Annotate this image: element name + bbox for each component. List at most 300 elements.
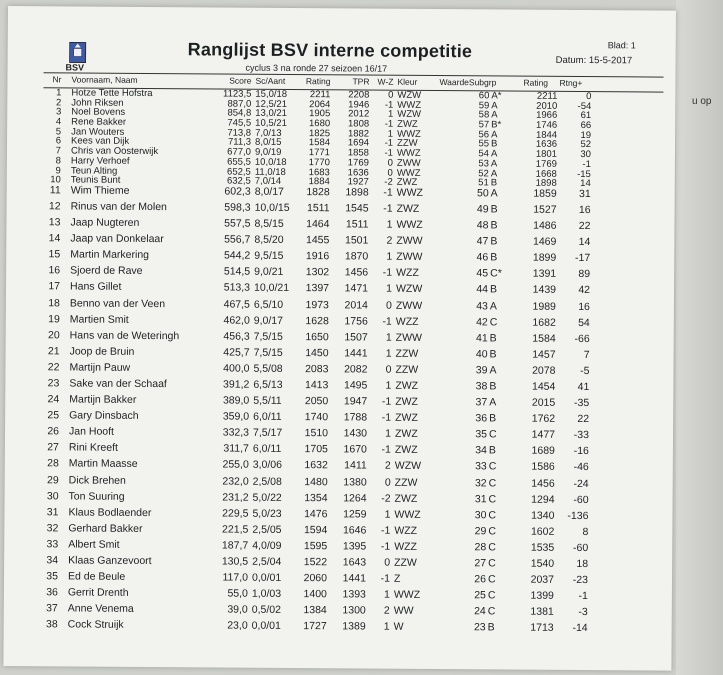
cell-value: 35 (475, 428, 488, 441)
cell-new-rating: 1899 (532, 251, 557, 265)
cell-player-name: Jan Hooft (68, 425, 115, 439)
cell-rank: 1 (56, 87, 62, 99)
cell-color-sequence: WWZ (396, 147, 421, 160)
cell-rank: 27 (47, 441, 59, 454)
cell-color-balance: -1 (382, 266, 393, 280)
cell-color-sequence: ZWW (395, 331, 422, 344)
cell-player-name: Chris van Oosterwijk (70, 145, 159, 158)
cell-tpr: 1380 (343, 475, 367, 489)
cell-color-sequence: WWZ (397, 128, 421, 140)
cell-rating: 1828 (306, 185, 330, 199)
cell-tpr: 1927 (347, 176, 369, 188)
cell-score: 544,2 (223, 249, 251, 262)
cell-rating-change: 19 (580, 129, 592, 141)
cell-tpr: 1646 (342, 524, 367, 537)
cell-value: 46 (476, 251, 489, 264)
cell-rating: 1480 (304, 475, 328, 488)
cell-tpr: 1300 (342, 604, 366, 617)
cell-player-name: Klaas Ganzevoort (68, 554, 152, 568)
cell-tpr: 2082 (344, 363, 368, 376)
cell-rating: 1413 (304, 379, 329, 392)
cell-rating-change: -136 (567, 509, 589, 522)
header-wz: W-Z (377, 76, 394, 87)
cell-score: 632,5 (226, 175, 251, 187)
cell-rank: 12 (48, 200, 61, 213)
cell-score-games: 8,5/20 (254, 233, 284, 247)
cell-rating: 1727 (303, 620, 327, 633)
cell-color-balance: 1 (384, 508, 391, 521)
cell-color-sequence: Z (393, 572, 401, 585)
cell-player-name: Teunis Bunt (70, 174, 121, 186)
cell-score: 359,0 (222, 410, 250, 423)
cell-subgroup: C (488, 428, 497, 441)
cell-score-games: 12,5/21 (255, 98, 288, 110)
cell-value: 50 (476, 187, 489, 200)
cell-color-balance: 1 (386, 218, 393, 231)
cell-subgroup: B (489, 412, 497, 425)
cell-rank: 24 (47, 393, 60, 406)
cell-player-name: Martijn Pauw (69, 361, 131, 374)
cell-tpr: 1259 (343, 508, 367, 521)
cell-score: 39,0 (227, 603, 248, 617)
cell-color-balance: -2 (381, 492, 391, 505)
cell-score-games: 10,5/21 (255, 117, 287, 130)
cell-color-balance: -1 (380, 540, 391, 553)
cell-rating: 1973 (305, 298, 329, 311)
cell-score: 602,3 (224, 185, 251, 198)
cell-color-balance: 1 (383, 621, 390, 634)
cell-value: 26 (474, 573, 487, 586)
cell-rating-change: -5 (580, 364, 590, 377)
cell-subgroup: B (490, 251, 498, 264)
cell-player-name: Martien Smit (69, 313, 129, 326)
cell-new-rating: 2078 (532, 364, 556, 377)
cell-color-sequence: ZZW (394, 476, 418, 489)
cell-score-games: 11,0/18 (254, 166, 286, 178)
cell-subgroup: C (487, 573, 496, 586)
cell-tpr: 1511 (345, 218, 369, 231)
header-name: Voornaam, Naam (71, 74, 138, 85)
cell-score: 187,7 (221, 539, 249, 552)
cell-color-balance: -1 (384, 147, 394, 159)
cell-score: 652,5 (227, 166, 251, 178)
cell-new-rating: 1456 (531, 477, 555, 490)
cell-value: 53 (478, 158, 489, 170)
cell-tpr: 1898 (345, 186, 369, 199)
cell-tpr: 1788 (343, 411, 368, 424)
cell-score-games: 10,0/15 (254, 201, 290, 214)
cell-score-games: 7,5/15 (253, 330, 283, 343)
cell-rating: 2211 (309, 89, 331, 101)
cell-rating: 1650 (305, 330, 329, 343)
cell-rating-change: 41 (577, 380, 590, 394)
cell-score-games: 6,5/10 (253, 298, 284, 311)
cell-rank: 8 (55, 155, 61, 167)
cell-subgroup: B (490, 203, 498, 216)
cell-color-balance: 1 (387, 128, 394, 140)
cell-score-games: 3,0/06 (252, 459, 283, 472)
page-number: Blad: 1 (607, 40, 636, 51)
cell-player-name: Martin Markering (70, 248, 150, 262)
cell-rating: 1584 (308, 137, 331, 149)
cell-tpr: 1545 (345, 202, 369, 215)
cell-player-name: Hotze Tette Hofstra (71, 87, 153, 100)
cell-rank: 25 (47, 409, 60, 422)
cell-value: 58 (478, 109, 490, 121)
cell-subgroup: C (488, 557, 496, 570)
cell-value: 54 (478, 148, 490, 160)
page-title: Ranglijst BSV interne competitie (187, 39, 473, 62)
cell-player-name: Noel Bovens (71, 106, 126, 119)
cell-rating-change: -23 (572, 574, 589, 587)
cell-player-name: Kees van Dijk (71, 135, 130, 148)
cell-subgroup: B (490, 177, 498, 189)
cell-player-name: Ton Suuring (68, 490, 125, 503)
cell-color-sequence: ZWZ (396, 202, 420, 215)
cell-rating-change: -17 (575, 252, 591, 265)
cell-rating: 1683 (308, 166, 330, 178)
cell-player-name: Joop de Bruin (69, 345, 135, 358)
cell-value: 29 (474, 525, 487, 538)
cell-tpr: 1947 (343, 395, 368, 408)
cell-score-games: 7,5/17 (252, 427, 283, 440)
margin-note: u op (692, 96, 712, 107)
header-kleur: Kleur (397, 76, 418, 87)
cell-subgroup: C (487, 605, 496, 618)
cell-color-sequence: WZW (397, 109, 422, 121)
cell-color-sequence: ZZW (394, 556, 417, 569)
cell-score-games: 2,5/05 (252, 523, 282, 536)
cell-score-games: 9,0/17 (253, 314, 284, 327)
cell-rating: 1916 (305, 250, 330, 263)
cell-rating-change: -15 (577, 168, 591, 180)
cell-subgroup: A (490, 148, 498, 160)
cell-subgroup: C (488, 460, 497, 473)
cell-rating-change: -46 (573, 461, 589, 474)
header-rtng: Rtng+ (559, 77, 583, 89)
cell-tpr: 1411 (344, 459, 367, 472)
cell-rating-change: -54 (577, 100, 592, 112)
cell-subgroup: A (489, 364, 497, 377)
cell-score-games: 5,5/11 (253, 394, 282, 408)
cell-rating: 2083 (305, 362, 329, 376)
cell-new-rating: 1689 (531, 445, 555, 458)
cell-color-balance: 1 (385, 331, 392, 344)
cell-rank: 13 (48, 216, 61, 229)
cell-new-rating: 2211 (536, 90, 558, 102)
cell-value: 48 (476, 219, 489, 232)
cell-color-balance: -1 (380, 572, 391, 585)
cell-rating: 2060 (303, 572, 328, 585)
cell-score: 556,7 (224, 233, 251, 246)
cell-rating: 1771 (308, 147, 331, 159)
cell-subgroup: C (488, 493, 497, 506)
cell-rating-change: 52 (580, 139, 592, 151)
cell-score-games: 5,5/08 (253, 362, 283, 375)
cell-rating: 1400 (303, 588, 327, 601)
cell-subgroup: B (489, 380, 497, 393)
cell-tpr: 2012 (348, 108, 370, 120)
cell-new-rating: 1454 (531, 380, 556, 393)
cell-new-rating: 1381 (530, 605, 554, 619)
cell-score: 745,5 (227, 117, 252, 129)
cell-color-sequence: ZWW (396, 250, 423, 264)
cell-color-balance: 1 (385, 347, 392, 360)
cell-rank: 21 (47, 345, 60, 358)
cell-value: 52 (478, 167, 489, 179)
cell-value: 59 (478, 99, 490, 112)
cell-player-name: Anne Venema (67, 602, 134, 616)
cell-value: 38 (475, 380, 488, 393)
cell-color-balance: 2 (384, 460, 391, 473)
cell-player-name: Harry Verhoef (70, 155, 130, 167)
cell-color-balance: 2 (383, 604, 390, 617)
cell-color-sequence: ZWZ (395, 395, 419, 408)
cell-color-sequence: ZWW (396, 234, 423, 248)
cell-rating: 1680 (309, 118, 331, 130)
cell-score-games: 2,5/08 (252, 475, 282, 488)
cell-color-sequence: ZZW (397, 138, 418, 150)
cell-score: 255,0 (222, 458, 249, 472)
cell-score: 231,2 (222, 491, 249, 504)
cell-rank: 20 (47, 329, 60, 342)
cell-score: 232,0 (222, 475, 249, 488)
cell-tpr: 1636 (347, 166, 369, 179)
cell-rating: 1595 (303, 540, 328, 553)
cell-subgroup: A (490, 187, 498, 200)
cell-subgroup: A (490, 167, 498, 179)
cell-rank: 37 (46, 602, 58, 615)
cell-color-sequence: ZWW (395, 299, 423, 312)
cell-rating: 1511 (306, 202, 330, 215)
cell-new-rating: 1340 (531, 509, 555, 522)
cell-rating: 1594 (303, 523, 328, 537)
cell-rank: 31 (46, 506, 59, 519)
cell-new-rating: 1477 (531, 428, 556, 442)
cell-rank: 26 (47, 425, 60, 438)
cell-score: 332,3 (222, 426, 250, 439)
cell-rating-change: -24 (573, 477, 589, 490)
club-label: BSV (65, 62, 85, 73)
cell-score-games: 8,5/15 (254, 217, 284, 230)
ranking-sheet (3, 6, 676, 671)
cell-score: 389,0 (222, 394, 250, 407)
cell-color-sequence: ZWZ (395, 411, 418, 425)
cell-rank: 7 (55, 145, 62, 157)
cell-rank: 23 (47, 377, 60, 390)
cell-new-rating: 1801 (535, 148, 558, 160)
cell-player-name: Jaap Nugteren (70, 216, 140, 229)
cell-value: 49 (476, 203, 489, 216)
cell-player-name: Klaus Bodlaender (68, 506, 152, 519)
cell-tpr: 1946 (348, 99, 370, 111)
cell-value: 40 (475, 348, 488, 361)
cell-score-games: 0,0/01 (251, 571, 282, 585)
cell-tpr: 1471 (344, 282, 369, 295)
cell-player-name: Ed de Beule (67, 570, 126, 583)
cell-rating-change: -3 (578, 606, 588, 619)
cell-tpr: 1858 (347, 147, 370, 159)
cell-player-name: Wim Thieme (70, 184, 130, 197)
cell-score-games: 8,0/17 (254, 185, 284, 198)
cell-color-sequence: ZWZ (397, 118, 418, 130)
cell-player-name: Gary Dinsbach (69, 409, 139, 423)
cell-score: 456,3 (223, 330, 250, 343)
table-row (40, 619, 660, 639)
cell-rank: 35 (46, 570, 59, 583)
cell-color-balance: 0 (388, 89, 394, 101)
cell-rating-change: 89 (578, 268, 591, 281)
cell-new-rating: 1989 (532, 300, 556, 313)
cell-subgroup: A* (491, 90, 502, 102)
cell-score-games: 7,0/14 (254, 175, 282, 188)
cell-tpr: 1441 (342, 572, 367, 585)
header-tpr: TPR (352, 76, 370, 87)
cell-new-rating: 1391 (532, 268, 557, 281)
cell-subgroup: B (487, 621, 495, 634)
header-rating: Rating (305, 76, 331, 87)
cell-player-name: Gerrit Drenth (67, 586, 129, 600)
cell-color-sequence: ZWZ (394, 492, 418, 505)
cell-rating-change: 16 (578, 300, 590, 313)
cell-rank: 6 (55, 135, 62, 147)
cell-new-rating: 1844 (535, 129, 558, 141)
cell-rating-change: 61 (580, 110, 592, 122)
cell-rating-change: 42 (578, 284, 591, 297)
cell-rating: 1628 (305, 314, 329, 327)
cell-score: 55,0 (227, 587, 248, 600)
cell-rating-change: -35 (574, 397, 590, 410)
cell-rank: 5 (55, 126, 62, 138)
cell-rating: 1705 (304, 443, 328, 456)
cell-value: 41 (475, 331, 488, 345)
cell-new-rating: 1713 (530, 622, 554, 635)
cell-rating: 1825 (308, 127, 331, 140)
cell-rank: 4 (55, 116, 62, 128)
cell-color-balance: 2 (386, 234, 393, 247)
cell-rating-change: 18 (576, 558, 589, 571)
cell-color-balance: -1 (382, 315, 392, 328)
cell-rank: 19 (48, 312, 60, 325)
cell-new-rating: 1966 (536, 110, 558, 122)
cell-color-balance: 0 (384, 556, 391, 569)
cell-color-sequence: ZZW (395, 347, 419, 360)
cell-color-balance: -1 (383, 202, 393, 215)
cell-score-games: 10,0/21 (253, 282, 290, 295)
cell-value: 37 (475, 396, 488, 409)
cell-color-sequence: WWZ (393, 588, 421, 602)
cell-value: 45 (476, 267, 489, 280)
cell-score-games: 0,0/01 (251, 620, 281, 633)
cell-score: 130,5 (221, 555, 249, 568)
cell-color-sequence: WWZ (397, 99, 422, 111)
cell-value: 23 (473, 621, 486, 634)
cell-color-balance: -1 (384, 118, 394, 130)
cell-new-rating: 1602 (530, 525, 555, 538)
cell-subgroup: C (488, 509, 497, 522)
cell-new-rating: 1586 (531, 461, 555, 474)
cell-color-sequence: WZW (394, 460, 422, 473)
cell-score: 677,0 (227, 146, 252, 158)
cell-value: 51 (478, 177, 489, 189)
cell-new-rating: 1486 (533, 219, 557, 232)
cell-rating-change: 66 (580, 120, 592, 132)
cell-player-name: Sake van der Schaaf (69, 377, 167, 391)
cell-color-sequence: ZWW (396, 157, 421, 169)
cell-rating-change: 7 (583, 348, 590, 361)
cell-rating: 1905 (309, 108, 331, 120)
cell-new-rating: 1399 (530, 589, 554, 603)
cell-value: 31 (474, 492, 487, 506)
cell-score-games: 7,0/13 (255, 127, 282, 139)
cell-score-games: 0,5/02 (251, 604, 282, 617)
cell-color-balance: 1 (386, 283, 393, 296)
cell-score: 713,8 (227, 127, 252, 139)
cell-tpr: 1870 (344, 250, 369, 263)
cell-score: 513,3 (223, 281, 251, 295)
cell-rating-change: 22 (578, 220, 591, 233)
cell-rank: 29 (46, 473, 59, 486)
cell-value: 47 (476, 235, 489, 248)
cell-rating: 1397 (305, 282, 330, 295)
cell-tpr: 1395 (342, 540, 367, 553)
cell-tpr: 1694 (347, 137, 370, 149)
cell-score-games: 8,0/15 (255, 137, 282, 149)
cell-tpr: 1670 (343, 443, 367, 456)
cell-player-name: Martijn Bakker (69, 393, 137, 406)
cell-rating: 2064 (309, 98, 331, 110)
cell-subgroup: C* (490, 267, 502, 280)
cell-subgroup: C (487, 589, 496, 602)
cell-value: 30 (474, 509, 487, 522)
cell-subgroup: B (490, 219, 498, 232)
cell-tpr: 1430 (343, 427, 368, 440)
header-nr: Nr (52, 74, 62, 85)
cell-rating: 1476 (304, 507, 328, 520)
cell-rating: 1522 (303, 556, 328, 569)
cell-rating-change: -1 (578, 590, 588, 603)
cell-rating-change: 14 (578, 236, 591, 249)
cell-value: 33 (475, 460, 487, 473)
cell-new-rating: 1457 (532, 348, 556, 361)
cell-rating: 1455 (305, 234, 330, 247)
cell-score: 1123,5 (222, 88, 252, 100)
cell-rating-change: 16 (578, 203, 591, 217)
cell-color-sequence: WZZ (396, 267, 419, 280)
cell-rank: 30 (46, 489, 59, 503)
cell-rating: 1510 (304, 427, 329, 440)
cell-player-name: John Riksen (71, 97, 124, 109)
cell-rating-change: -1 (582, 158, 591, 170)
cell-color-sequence: W (393, 621, 404, 634)
page-subtitle: cyclus 3 na ronde 27 seizoen 16/17 (245, 62, 388, 74)
cell-color-balance: 0 (384, 476, 391, 489)
cell-player-name: Cock Struijk (67, 618, 124, 632)
cell-score: 311,7 (223, 442, 249, 456)
cell-color-balance: 1 (385, 427, 392, 440)
cell-value: 44 (476, 283, 489, 296)
cell-rating-change: -60 (573, 493, 589, 506)
cell-color-balance: -1 (383, 186, 393, 199)
cell-player-name: Hans Gillet (69, 280, 122, 294)
cell-tpr: 1507 (344, 331, 368, 344)
cell-rating-change: 22 (577, 413, 590, 426)
cell-tpr: 2208 (348, 89, 370, 101)
cell-tpr: 1389 (342, 620, 366, 633)
cell-new-rating: 1746 (536, 119, 558, 131)
cell-color-sequence: WZW (397, 89, 422, 101)
cell-score-games: 10,0/18 (254, 156, 287, 168)
